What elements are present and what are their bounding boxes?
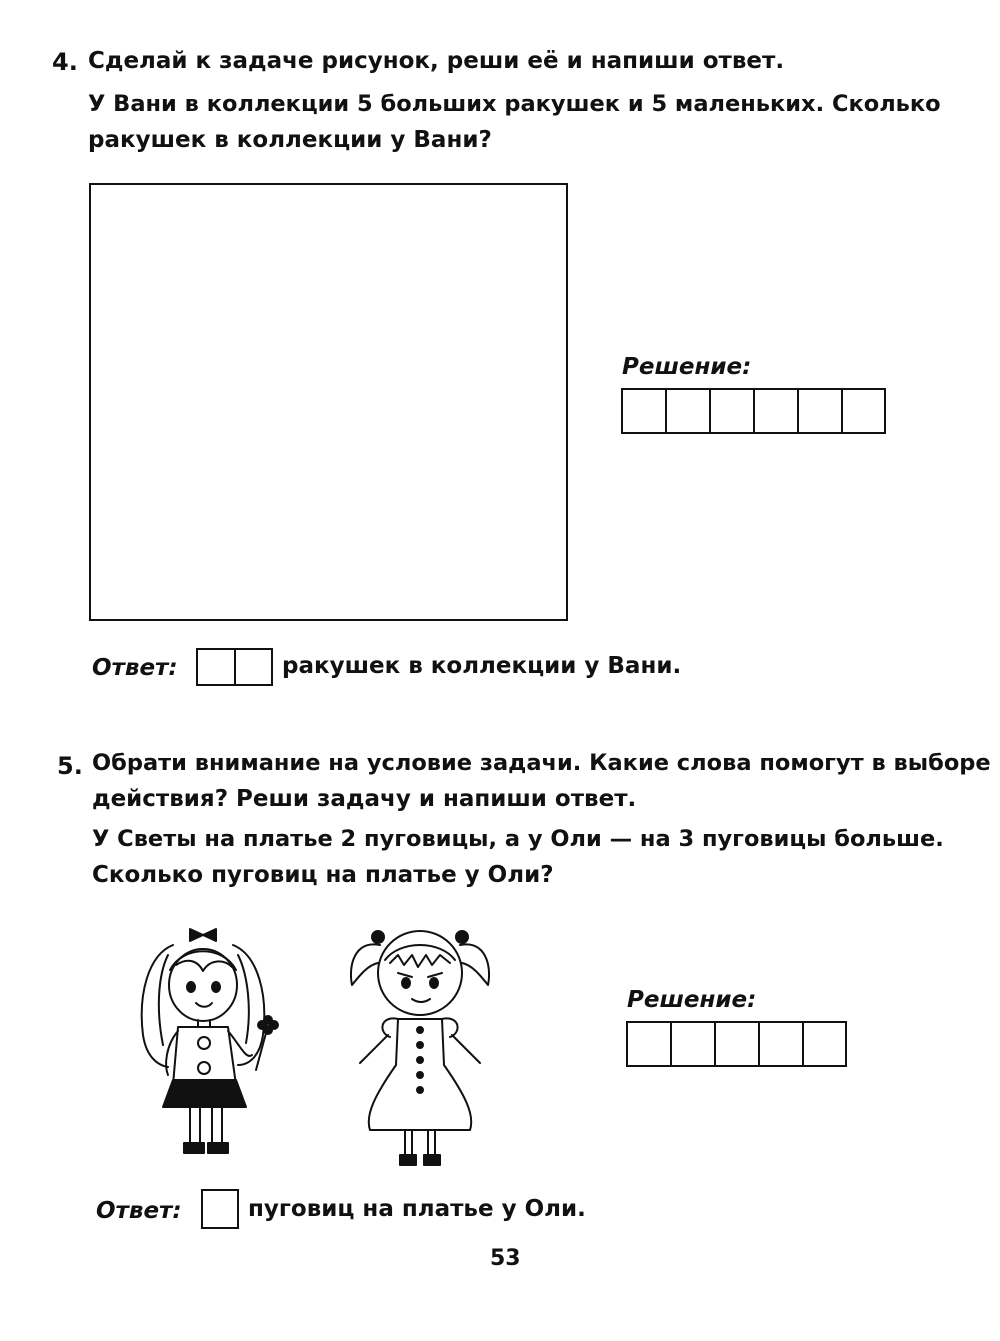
solution-cell[interactable] [672,1023,716,1065]
page-number: 53 [490,1246,521,1271]
task-4-answer-label: Ответ: [92,655,178,681]
girl-olya-illustration [340,915,500,1175]
task-5-instruction-line-2: действия? Реши задачу и напиши ответ. [92,786,637,812]
solution-cell[interactable] [628,1023,672,1065]
task-5-problem-line-2: Сколько пуговиц на платье у Оли? [92,862,554,888]
task-4-number: 4. [52,48,78,76]
girl-sveta-illustration [128,915,288,1165]
solution-cell[interactable] [799,390,843,432]
task-5-number: 5. [57,752,83,780]
task-4-problem-line-2: ракушек в коллекции у Вани? [88,127,492,153]
task-4-answer-cells[interactable] [196,648,273,686]
solution-cell[interactable] [711,390,755,432]
answer-cell[interactable] [203,1191,237,1227]
solution-cell[interactable] [716,1023,760,1065]
task-5-instruction-line-1: Обрати внимание на условие задачи. Какие слова помогут в выборе [92,750,991,776]
task-4-problem-line-1: У Вани в коллекции 5 больших ракушек и 5 маленьких. Сколько [88,91,941,117]
task-5-solution-cells[interactable] [626,1021,847,1067]
task-5-answer-cells[interactable] [201,1189,239,1229]
task-5-answer-label: Ответ: [96,1198,182,1224]
solution-cell[interactable] [843,390,884,432]
task-5-problem-line-1: У Светы на платье 2 пуговицы, а у Оли — на 3 пуговицы больше. [92,826,944,852]
task-5-solution-label: Решение: [627,987,757,1013]
solution-cell[interactable] [667,390,711,432]
task-4-answer-suffix: ракушек в коллекции у Вани. [282,653,682,679]
solution-cell[interactable] [755,390,799,432]
solution-cell[interactable] [804,1023,845,1065]
task-4-instruction: Сделай к задаче рисунок, реши её и напиши ответ. [88,48,785,74]
task-4-solution-label: Решение: [622,354,752,380]
answer-cell[interactable] [236,650,271,684]
task-4-solution-cells[interactable] [621,388,886,434]
solution-cell[interactable] [760,1023,804,1065]
task-5-answer-suffix: пуговиц на платье у Оли. [248,1196,586,1222]
task-4-drawing-area[interactable] [89,183,568,621]
answer-cell[interactable] [198,650,236,684]
solution-cell[interactable] [623,390,667,432]
